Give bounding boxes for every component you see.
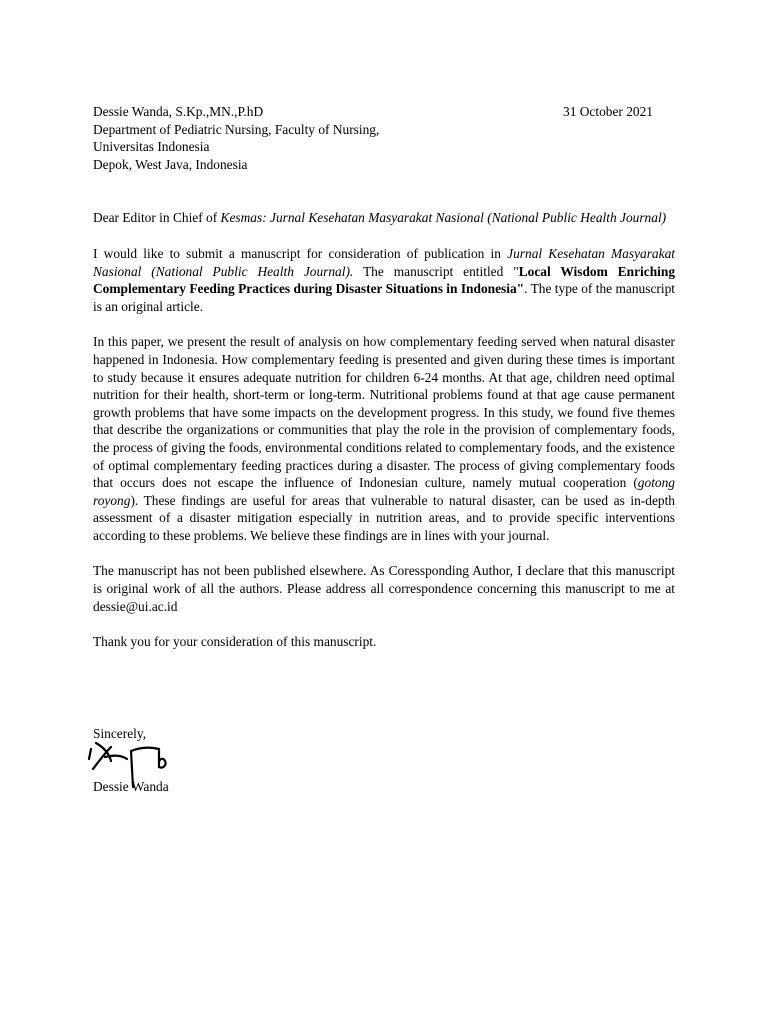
signature-block: [93, 725, 675, 796]
letter-date: 31 October 2021: [563, 104, 653, 119]
signatory-name: Dessie Wanda: [93, 779, 169, 795]
sender-name: Dessie Wanda, S.Kp.,MN.,P.hD: [93, 104, 264, 119]
body-term: gotong royong: [93, 475, 675, 508]
salutation: [93, 209, 675, 227]
sender-university: Universitas Indonesia: [93, 139, 210, 155]
body-paragraph: [93, 333, 675, 544]
body-text-2: ). These findings are useful for areas that vulnerable to natural disaster, can be used as in-depth assessment of a disaster mitigation especially in nutrition areas, and to provide specific interventions according to these problems. We believe these findings are in lines with your journal.: [93, 492, 675, 543]
sender-department: Department of Pediatric Nursing, Faculty of Nursing,: [93, 121, 380, 137]
sender-header: [93, 103, 653, 121]
intro-text-1: I would like to submit a manuscript for consideration of publication in: [93, 245, 508, 261]
thanks-line: Thank you for your consideration of this manuscript.: [93, 634, 377, 650]
closing-line: Sincerely,: [93, 725, 147, 741]
manuscript-title: Local Wisdom Enriching Complementary Feeding Practices during Disaster Situations in Indonesia": [93, 263, 676, 297]
intro-journal: Jurnal Kesehatan Masyarakat Nasional (National Public Health Journal).: [93, 245, 675, 279]
declaration-paragraph: The manuscript has not been published elsewhere. As Coressponding Author, I declare that this manuscript is original work of all the authors. Please address all correspondence concerning this manuscript to me at dessie@ui.ac.id: [93, 563, 675, 614]
intro-text-2: The manuscript entitled ": [353, 263, 519, 279]
letter-page: [93, 103, 675, 796]
signature-image: [87, 739, 167, 791]
intro-text-3: . The type of the manuscript is an original article.: [93, 281, 675, 314]
salutation-journal: Kesmas: Jurnal Kesehatan Masyarakat Nasional (National Public Health Journal): [220, 210, 667, 226]
salutation-prefix: Dear Editor in Chief of: [93, 210, 221, 226]
intro-paragraph: [93, 245, 675, 315]
body-text-1: In this paper, we present the result of analysis on how complementary feeding served when natural disaster happened in Indonesia. How complementary feeding is presented and given during these times is important to study because it ensures adequate nutrition for children 6-24 months. At that age, children need optimal nutrition for their health, short-term or long-term. Nutritional problems found at that age cause permanent growth problems that have some impacts on the development progress. In this study, we found five themes that describe the organizations or communities that play the role in the provision of complementary foods, the process of giving the foods, environmental conditions related to complementary foods, and the existence of optimal complementary feeding practices during a disaster. The process of giving complementary foods that occurs does not escape the influence of Indonesian culture, namely mutual cooperation (: [93, 334, 675, 491]
sender-location: Depok, West Java, Indonesia: [93, 156, 248, 172]
